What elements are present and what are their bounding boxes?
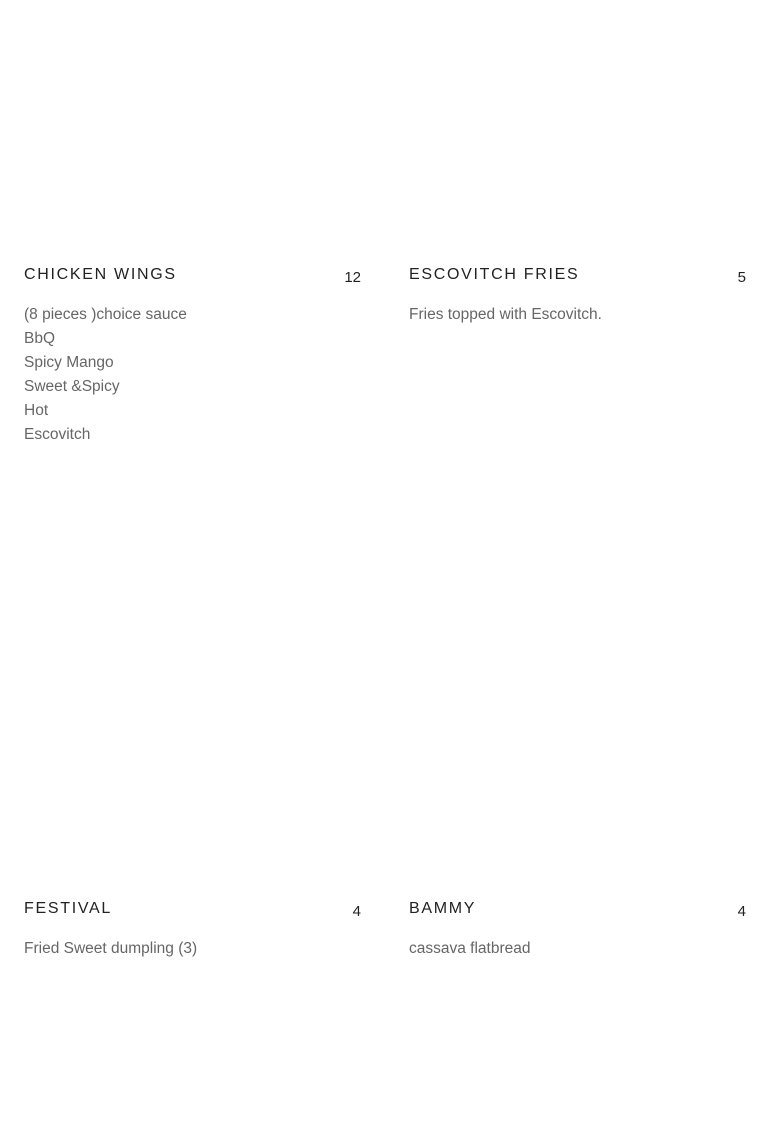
description-line: Escovitch [24,426,91,443]
item-name: BAMMY [409,900,477,917]
description-line: Hot [24,402,49,419]
item-description [409,937,531,961]
item-name: CHICKEN WINGS [24,266,177,283]
item-price: 12 [344,269,361,286]
item-name: FESTIVAL [24,900,112,917]
description-line: Fried Sweet dumpling (3) [24,940,198,957]
item-price: 4 [352,903,361,920]
item-price: 4 [737,903,746,920]
description-line: Fries topped with Escovitch. [409,306,602,323]
description-line: Sweet &Spicy [24,378,120,395]
item-description [24,303,187,447]
description-line: BbQ [24,330,56,347]
description-line: cassava flatbread [409,940,531,957]
item-description [409,303,602,327]
item-description [24,937,197,961]
description-line: (8 pieces )choice sauce [24,306,187,323]
description-line: Spicy Mango [24,354,114,371]
item-price: 5 [737,269,746,286]
item-name: ESCOVITCH FRIES [409,266,580,283]
